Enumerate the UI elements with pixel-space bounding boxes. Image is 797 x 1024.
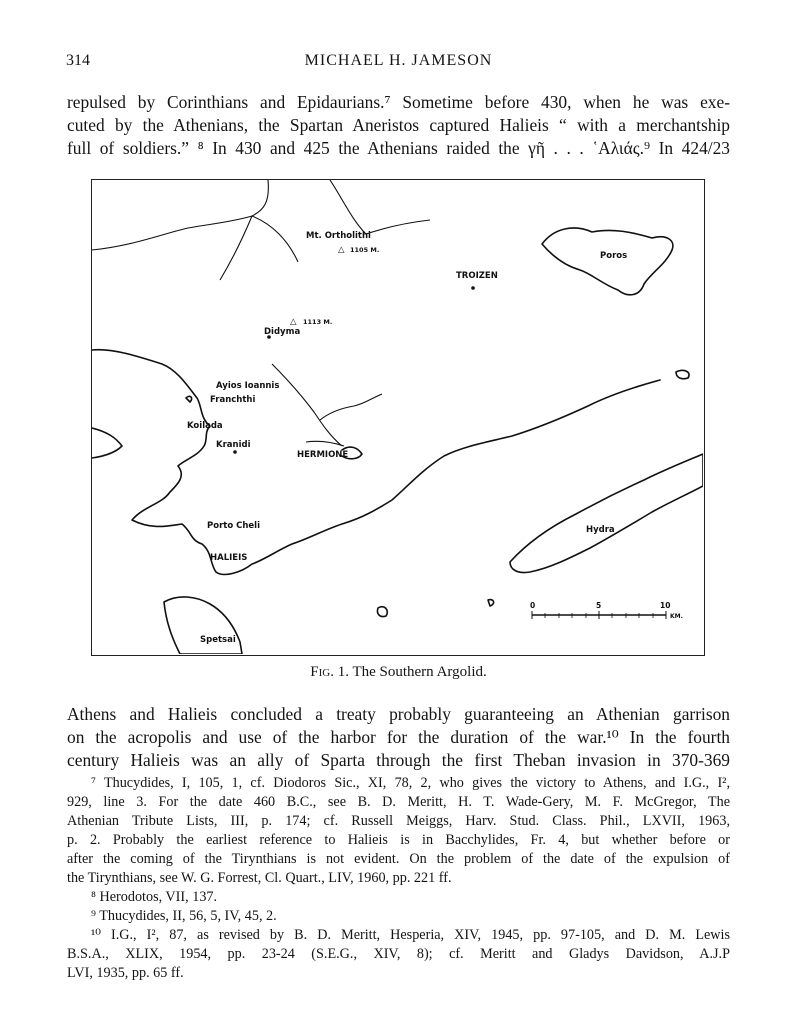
text-line: cuted by the Athenians, the Spartan Aneristos captured Halieis “ with a merchantship — [67, 115, 730, 135]
running-head — [66, 52, 731, 76]
summit-triangle-icon: △ — [338, 245, 345, 255]
figure-title: The Southern Argolid. — [352, 664, 487, 680]
label-kranidi: Kranidi — [216, 440, 251, 450]
mainland-coastline — [92, 350, 660, 575]
footnote-line: p. 2. Probably the earliest reference to Halieis is in Bacchylides, Fr. 4, but whether before or — [67, 832, 730, 848]
summit-triangle-icon: △ — [290, 317, 297, 327]
label-halieis: HALIEIS — [210, 553, 248, 563]
footnote-line: ⁹ Thucydides, II, 56, 5, IV, 45, 2. — [91, 908, 277, 924]
river — [330, 180, 366, 234]
scale-unit-label: KM. — [670, 613, 683, 620]
map-figure — [91, 179, 705, 656]
label-koilada: Koilada — [187, 421, 223, 431]
river — [320, 394, 382, 420]
figure-number: Fig. 1. — [310, 664, 349, 680]
river — [220, 216, 252, 280]
footnote-line: 929, line 3. For the date 460 B.C., see B. D. Meritt, H. T. Wade-Gery, M. F. McGregor, The — [67, 794, 730, 810]
poros-island — [542, 228, 673, 295]
label-troizen: TROIZEN — [456, 271, 498, 281]
islet — [186, 396, 192, 402]
scale-tick-label: 10 — [660, 601, 671, 610]
text-line: on the acropolis and use of the harbor for the duration of the war.¹⁰ In the fourth — [67, 727, 730, 747]
text-line: full of soldiers.” ⁸ In 430 and 425 the Athenians raided the γῆ . . . ῾Αλιάς.⁹ In 424/23 — [67, 138, 730, 158]
text-line: repulsed by Corinthians and Epidaurians.⁷ Sometime before 430, when he was exe- — [67, 92, 730, 112]
islet — [377, 607, 387, 617]
text-line: Athens and Halieis concluded a treaty probably guaranteeing an Athenian garrison — [67, 704, 730, 724]
page-number: 314 — [66, 52, 90, 69]
islet — [676, 370, 689, 378]
spetsai-island — [164, 597, 242, 654]
town-dot — [471, 286, 475, 290]
label-hydra: Hydra — [586, 525, 615, 535]
label-elevation: 1113 M. — [303, 318, 333, 326]
river — [306, 441, 344, 446]
label-spetsai: Spetsai — [200, 635, 236, 645]
label-hermione: HERMIONE — [297, 450, 349, 460]
label-mt-ortholithi: Mt. Ortholithi — [306, 231, 371, 241]
scale-tick-label: 0 — [530, 601, 536, 610]
label-porto-cheli: Porto Cheli — [207, 521, 261, 531]
footnote-line: Athenian Tribute Lists, III, p. 174; cf. Russell Meiggs, Harv. Stud. Class. Phil., LXVII, 1963, — [67, 813, 730, 829]
river — [366, 220, 430, 234]
footnote-line: ⁸ Herodotos, VII, 137. — [91, 889, 218, 905]
scale-bar — [530, 601, 683, 620]
label-didyma: Didyma — [264, 327, 301, 337]
islet — [488, 600, 494, 606]
label-elevation: 1105 M. — [350, 246, 380, 254]
footnote-line: ⁷ Thucydides, I, 105, 1, cf. Diodoros Sic., XI, 78, 2, who gives the victory to Athens, and I.G., I², — [91, 775, 730, 791]
label-ayios-ioannis: Ayios Ioannis — [216, 381, 280, 391]
bottom-paragraph — [67, 703, 730, 772]
figure-caption — [0, 664, 797, 681]
footnote-line: B.S.A., XLIX, 1954, pp. 23-24 (S.E.G., XIV, 8); cf. Meritt and Gladys Davidson, A.J.P — [67, 946, 730, 962]
town-dot — [233, 450, 237, 454]
river — [272, 364, 342, 446]
scale-tick-label: 5 — [596, 601, 602, 610]
footnote-line: LVI, 1935, pp. 65 ff. — [67, 965, 184, 981]
southern-argolid-map — [92, 180, 703, 654]
river — [252, 216, 298, 262]
hydra-island — [510, 454, 703, 573]
bay-coastline — [92, 428, 122, 458]
footnote-line: the Tirynthians, see W. G. Forrest, Cl. Quart., LIV, 1960, pp. 221 ff. — [67, 870, 452, 886]
top-paragraph — [67, 91, 730, 160]
running-head-author: MICHAEL H. JAMESON — [304, 52, 493, 69]
label-poros: Poros — [600, 251, 628, 261]
footnotes — [67, 774, 730, 983]
text-line: century Halieis was an ally of Sparta through the first Theban invasion in 370-369 — [67, 750, 730, 770]
footnote-line: after the coming of the Tirynthians is not evident. On the problem of the date of the expulsion of — [67, 851, 730, 867]
footnote-line: ¹⁰ I.G., I², 87, as revised by B. D. Meritt, Hesperia, XIV, 1945, pp. 97-105, and D. M. Lewis — [91, 927, 730, 943]
label-franchthi: Franchthi — [210, 395, 256, 405]
